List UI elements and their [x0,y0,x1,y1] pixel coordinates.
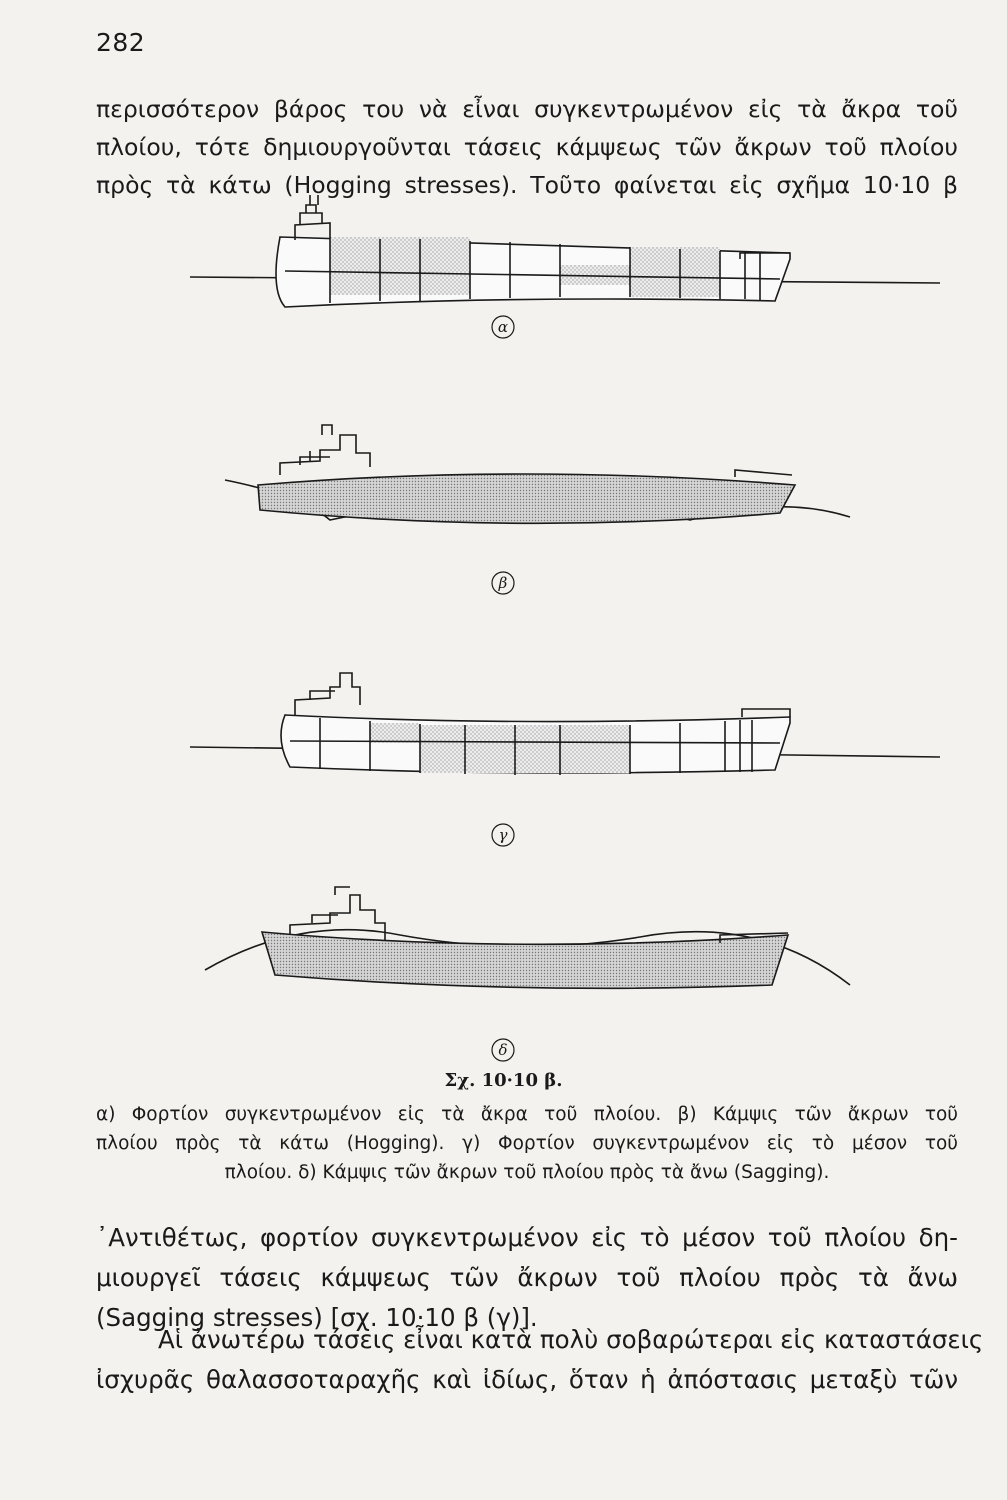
caption-line: πλοίου πρὸς τὰ κάτω (Hogging). γ) Φορτίον συγκεντρωμένον εἰς τὸ μέσον τοῦ [96,1133,958,1154]
hull-outline [262,932,788,988]
ship-bending-figure [0,195,1007,1075]
text-line: μιουργεῖ τάσεις κάμψεως τῶν ἄκρων τοῦ πλοίου πρὸς τὰ ἄνω [96,1263,958,1292]
text-line: ἰσχυρᾶς θαλασσοταραχῆς καὶ ἰδίως, ὅταν ἡ ἀπόστασις μεταξὺ τῶν [96,1365,958,1394]
paragraph-top [96,90,958,204]
ship-d-diagram [205,887,850,988]
ship-b-diagram [225,425,850,523]
sublabel-c [492,824,514,846]
figure-caption-title: Σχ. 10·10 β. [444,1070,563,1091]
sublabel-b-text: β [498,574,508,592]
sublabel-b [492,572,514,594]
sublabel-c-text: γ [498,826,508,844]
text-line: πρὸς τὰ κάτω (Hogging stresses). Τοῦτο φαίνεται εἰς σχῆμα 10·10 β [96,171,958,199]
sublabel-d [492,1039,514,1061]
text-line: Αἱ ἀνωτέρω τάσεις εἶναι κατὰ πολὺ σοβαρώτεραι εἰς καταστάσεις [158,1325,984,1354]
text-line: περισσότερον βάρος του νὰ εἶναι συγκεντρωμένον εἰς τὰ ἄκρα τοῦ [96,95,958,123]
sublabel-d-text: δ [498,1041,508,1059]
hull-outline [258,474,795,523]
text-line: (Sagging stresses) [σχ. 10·10 β (γ)]. [96,1303,538,1332]
text-line: ᾿Αντιθέτως, φορτίον συγκεντρωμένον εἰς τὸ μέσον τοῦ πλοίου δη- [96,1223,958,1252]
caption-line: πλοίου. δ) Κάμψις τῶν ἄκρων τοῦ πλοίου πρὸς τὰ ἄνω (Sagging). [224,1162,830,1183]
text-line: πλοίου, τότε δημιουργοῦνται τάσεις κάμψεως τῶν ἄκρων τοῦ πλοίου [96,133,958,161]
sublabel-a-text: α [497,318,509,336]
sublabel-a [492,316,514,338]
figure-caption [96,1100,958,1187]
paragraph-last [96,1320,984,1400]
page-number: 282 [96,28,146,57]
ship-a-diagram [190,195,940,307]
caption-line: α) Φορτίον συγκεντρωμένον εἰς τὰ ἄκρα τοῦ πλοίου. β) Κάμψις τῶν ἄκρων τοῦ [96,1104,958,1125]
ship-c-diagram [190,673,940,775]
